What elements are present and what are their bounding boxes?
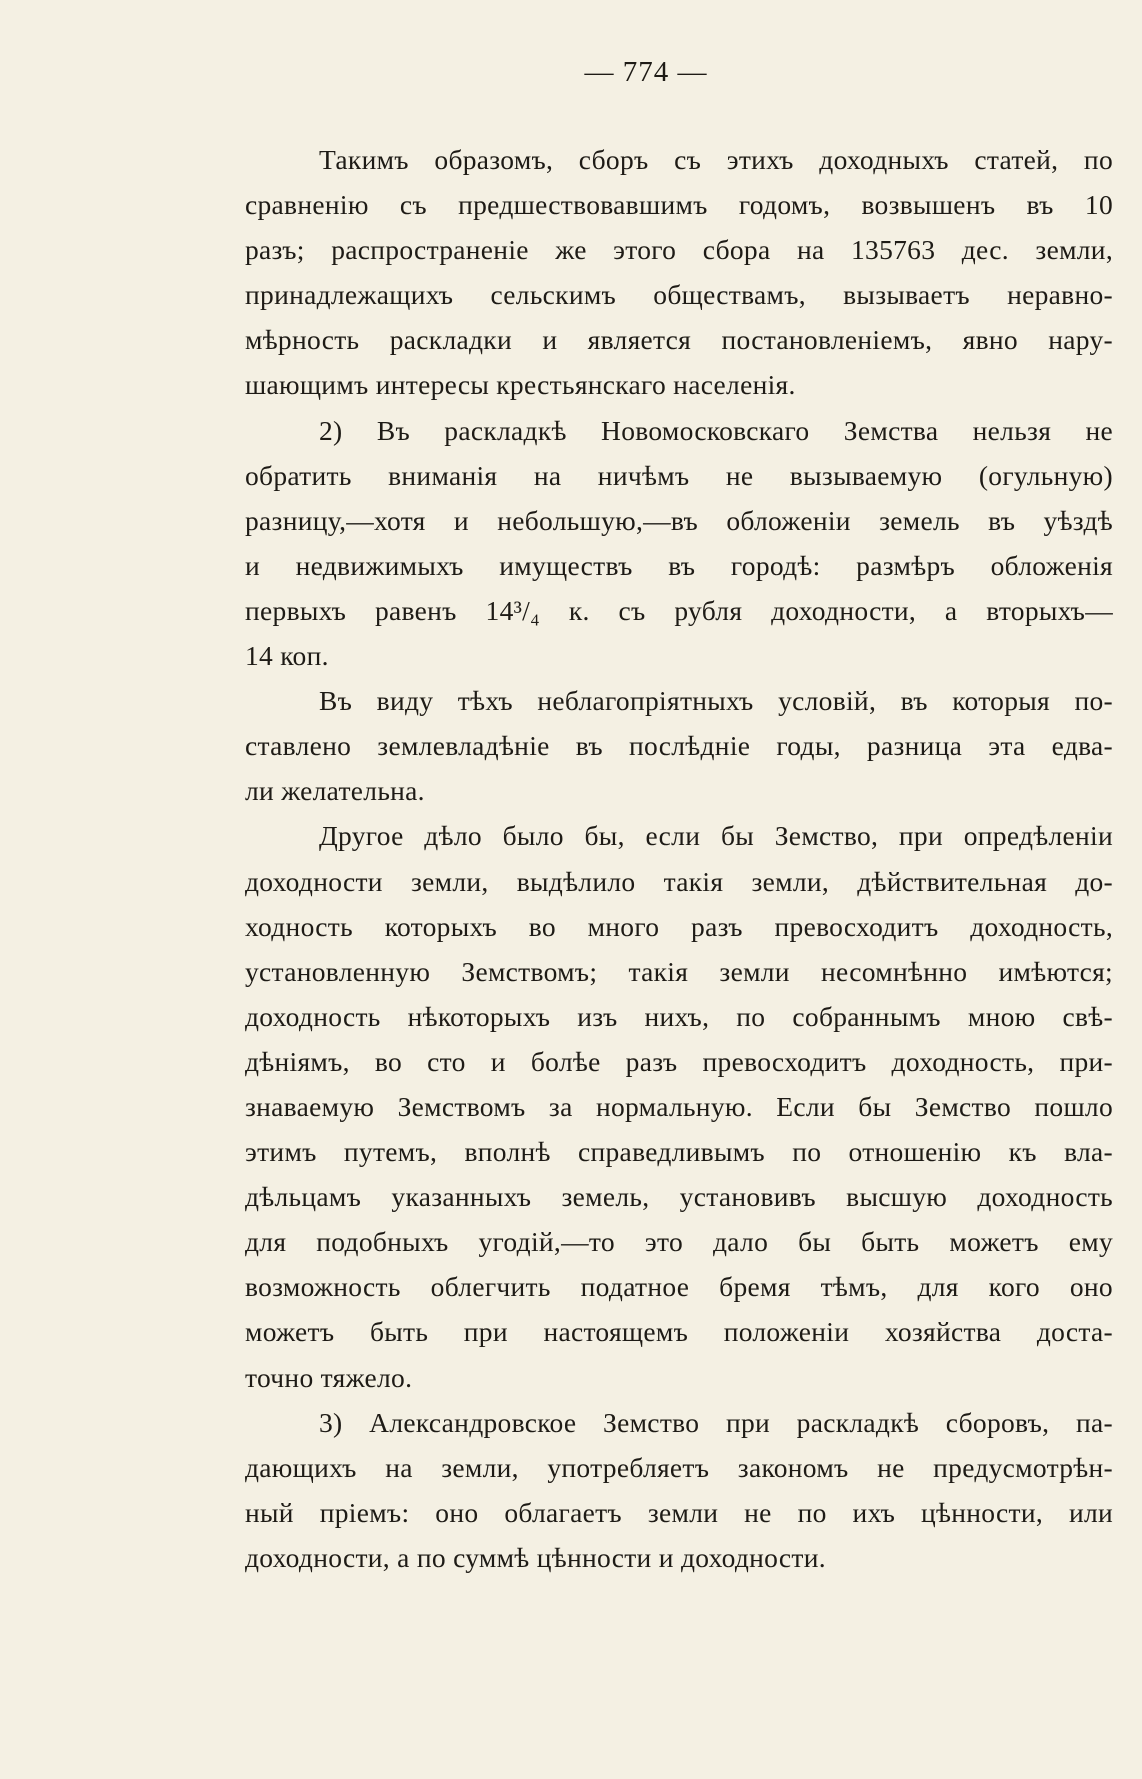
- text-line: точно тяжело.: [245, 1361, 413, 1393]
- text-line: обратить вниманія на ничѣмъ не вызываемую (огульную): [245, 459, 1113, 491]
- text-line: дающихъ на земли, употребляетъ закономъ не предусмотрѣн-: [245, 1451, 1113, 1483]
- text-line: доходности земли, выдѣлило такія земли, дѣйствительная до-: [245, 865, 1113, 897]
- paragraph: [245, 813, 1113, 1399]
- text-line: Въ виду тѣхъ неблагопріятныхъ условій, въ которыя по-: [319, 685, 1113, 717]
- text-line: ный пріемъ: оно облагаетъ земли не по ихъ цѣнности, или: [245, 1496, 1113, 1528]
- text-line: 2) Въ раскладкѣ Новомосковскаго Земства нельзя не: [319, 414, 1113, 446]
- text-line: дѣніямъ, во сто и болѣе разъ превосходитъ доходность, при-: [245, 1045, 1113, 1077]
- text-line: Другое дѣло было бы, если бы Земство, при опредѣленіи: [319, 820, 1113, 852]
- paragraph: [245, 137, 1113, 408]
- paragraph: [245, 1400, 1113, 1580]
- text-line: ли желательна.: [245, 775, 425, 807]
- text-line: 14 коп.: [245, 640, 329, 672]
- paragraph: [245, 408, 1113, 679]
- text-line: можетъ быть при настоящемъ положеніи хозяйства доста-: [245, 1316, 1113, 1348]
- text-line: знаваемую Земствомъ за нормальную. Если бы Земство пошло: [245, 1090, 1113, 1122]
- text-line: первыхъ равенъ 14³/₄ к. съ рубля доходности, а вторыхъ—: [245, 594, 1113, 626]
- text-line: принадлежащихъ сельскимъ обществамъ, вызываетъ неравно-: [245, 279, 1113, 311]
- text-line: разницу,—хотя и небольшую,—въ обложеніи земель въ уѣздѣ: [245, 504, 1113, 536]
- text-line: разъ; распространеніе же этого сбора на 135763 дес. земли,: [245, 234, 1113, 266]
- text-line: шающимъ интересы крестьянскаго населенія.: [245, 369, 796, 401]
- paragraph: [245, 678, 1113, 813]
- page-body: [245, 137, 1113, 1580]
- text-line: установленную Земствомъ; такія земли несомнѣнно имѣются;: [245, 955, 1113, 987]
- text-line: и недвижимыхъ имуществъ въ городѣ: размѣръ обложенія: [245, 549, 1113, 581]
- page-header: [0, 56, 1142, 89]
- text-line: ставлено землевладѣніе въ послѣдніе годы, разница эта едва-: [245, 730, 1113, 762]
- page-number: — 774 —: [584, 56, 708, 88]
- text-line: сравненію съ предшествовавшимъ годомъ, возвышенъ въ 10: [245, 189, 1113, 221]
- text-line: возможность облегчить податное бремя тѣмъ, для кого оно: [245, 1271, 1113, 1303]
- text-line: доходности, а по суммѣ цѣнности и доходности.: [245, 1541, 826, 1573]
- text-line: ходность которыхъ во много разъ превосходитъ доходность,: [245, 910, 1113, 942]
- text-line: этимъ путемъ, вполнѣ справедливымъ по отношенію къ вла-: [245, 1136, 1113, 1168]
- text-line: 3) Александровское Земство при раскладкѣ сборовъ, па-: [319, 1406, 1113, 1438]
- text-line: Такимъ образомъ, сборъ съ этихъ доходныхъ статей, по: [319, 144, 1113, 175]
- text-line: для подобныхъ угодій,—то это дало бы быть можетъ ему: [245, 1226, 1113, 1258]
- text-line: доходность нѣкоторыхъ изъ нихъ, по собраннымъ мною свѣ-: [245, 1000, 1113, 1032]
- text-line: дѣльцамъ указанныхъ земель, установивъ высшую доходность: [245, 1181, 1113, 1213]
- text-line: мѣрность раскладки и является постановленіемъ, явно нару-: [245, 324, 1113, 356]
